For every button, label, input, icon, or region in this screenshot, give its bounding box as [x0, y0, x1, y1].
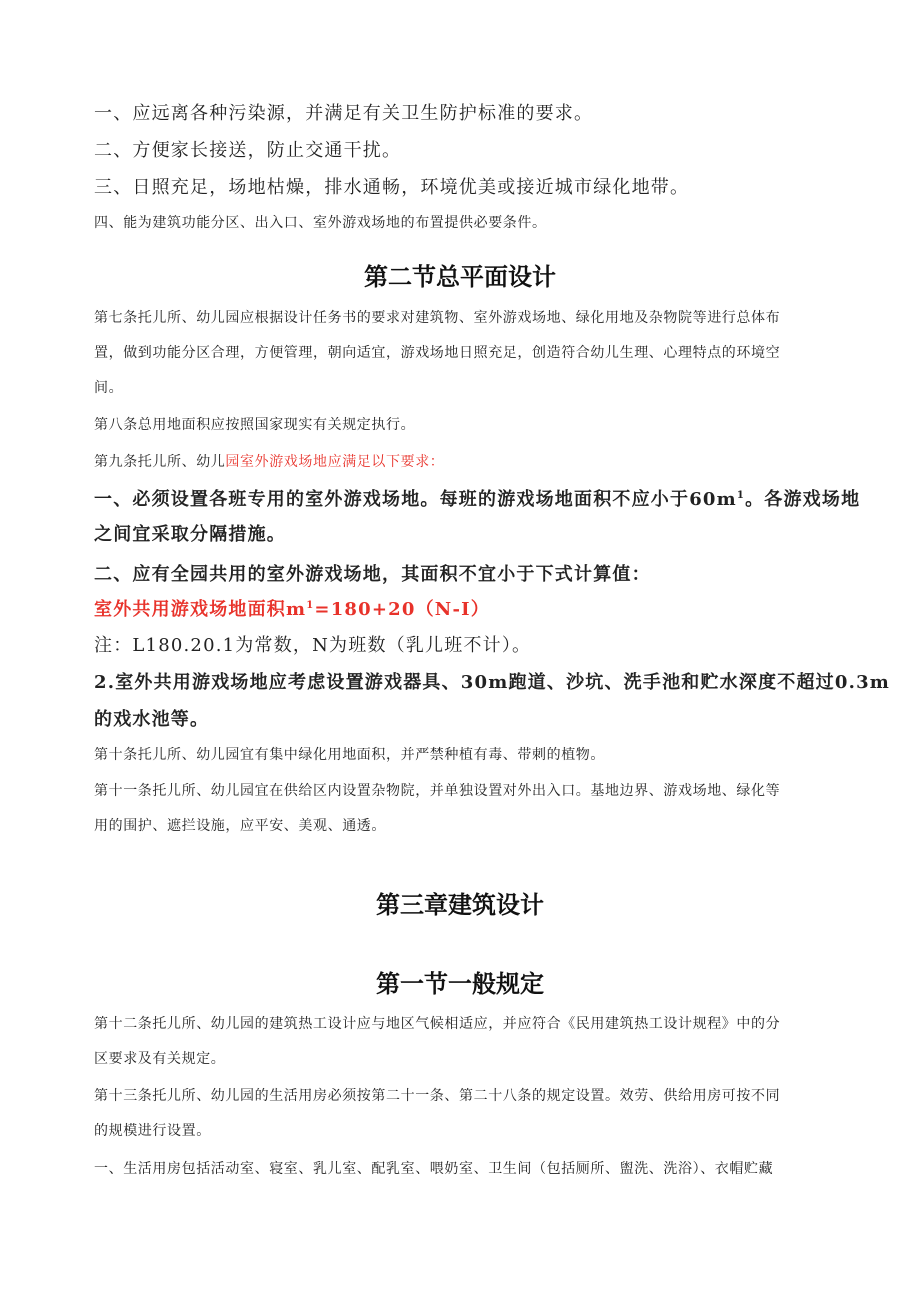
item2-line-2: 的戏水池等。 [94, 709, 210, 730]
article12-line-2: 区要求及有关规定。 [94, 1051, 226, 1067]
section1-title: 第一节一般规定 [376, 970, 544, 998]
list1-item-2: 二、方便家长接送，防止交通干扰。 [94, 140, 402, 161]
article11-line-1: 第十一条托儿所、幼儿园宜在供给区内设置杂物院，并单独设置对外出入口。基地边界、游戏场地、绿化等 [94, 783, 781, 799]
article10: 第十条托儿所、幼儿园宜有集中绿化用地面积，并严禁种植有毒、带刺的植物。 [94, 747, 605, 763]
living-rooms-line: 一、生活用房包括活动室、寝室、乳儿室、配乳室、喂奶室、卫生间（包括厕所、盥洗、洗浴）、衣帽贮藏 [94, 1161, 774, 1177]
note: 注：L180.20.1为常数，N为班数（乳儿班不计）。 [94, 635, 532, 656]
formula-text: 室外共用游戏场地面积m [94, 599, 307, 620]
formula-tail: =180+20（N-I） [314, 599, 490, 620]
article12-line-1: 第十二条托儿所、幼儿园的建筑热工设计应与地区气候相适应，并应符合《民用建筑热工设计规程》中的分 [94, 1016, 781, 1032]
list1-item-3: 三、日照充足，场地枯燥，排水通畅，环境优美或接近城市绿化地带。 [94, 177, 690, 198]
section2-title: 第二节总平面设计 [364, 263, 556, 291]
article9-part2-red: 园室外游戏场地应满足以下要求： [225, 454, 445, 470]
article7-line-1: 第七条托儿所、幼儿园应根据设计任务书的要求对建筑物、室外游戏场地、绿化用地及杂物院等进行总体布 [94, 310, 781, 326]
list1-item-1: 一、应远离各种污染源，并满足有关卫生防护标准的要求。 [94, 103, 594, 124]
chapter3-title: 第三章建筑设计 [376, 891, 544, 919]
article7-line-3: 间。 [94, 380, 124, 396]
requirement1-tail: 。各游戏场地 [745, 489, 861, 510]
requirement1-line-1 [94, 485, 860, 511]
article8: 第八条总用地面积应按照国家现实有关规定执行。 [94, 417, 416, 433]
formula [94, 595, 490, 621]
list1-item-4: 四、能为建筑功能分区、出入口、室外游戏场地的布置提供必要条件。 [94, 215, 547, 231]
article13-line-1: 第十三条托儿所、幼儿园的生活用房必须按第二十一条、第二十八条的规定设置。效劳、供给用房可按不同 [94, 1088, 781, 1104]
requirement1-line-2: 之间宜采取分隔措施。 [94, 524, 286, 545]
formula-sup: 1 [306, 600, 315, 611]
requirement1-text: 一、必须设置各班专用的室外游戏场地。每班的游戏场地面积不应小于60m [94, 489, 737, 510]
article13-line-2: 的规模进行设置。 [94, 1123, 211, 1139]
article9 [94, 451, 444, 471]
requirement1-sup: 1 [736, 490, 746, 501]
article7-line-2: 置，做到功能分区合理，方便管理，朝向适宜，游戏场地日照充足，创造符合幼儿生理、心理特点的环境空 [94, 345, 781, 361]
requirement2: 二、应有全园共用的室外游戏场地，其面积不宜小于下式计算值： [94, 564, 651, 585]
article9-part1: 第九条托儿所、幼儿 [94, 454, 226, 470]
article11-line-2: 用的围护、遮拦设施，应平安、美观、通透。 [94, 818, 386, 834]
item2-line-1: 2.室外共用游戏场地应考虑设置游戏器具、30m跑道、沙坑、洗手池和贮水深度不超过0.3m [94, 672, 891, 693]
